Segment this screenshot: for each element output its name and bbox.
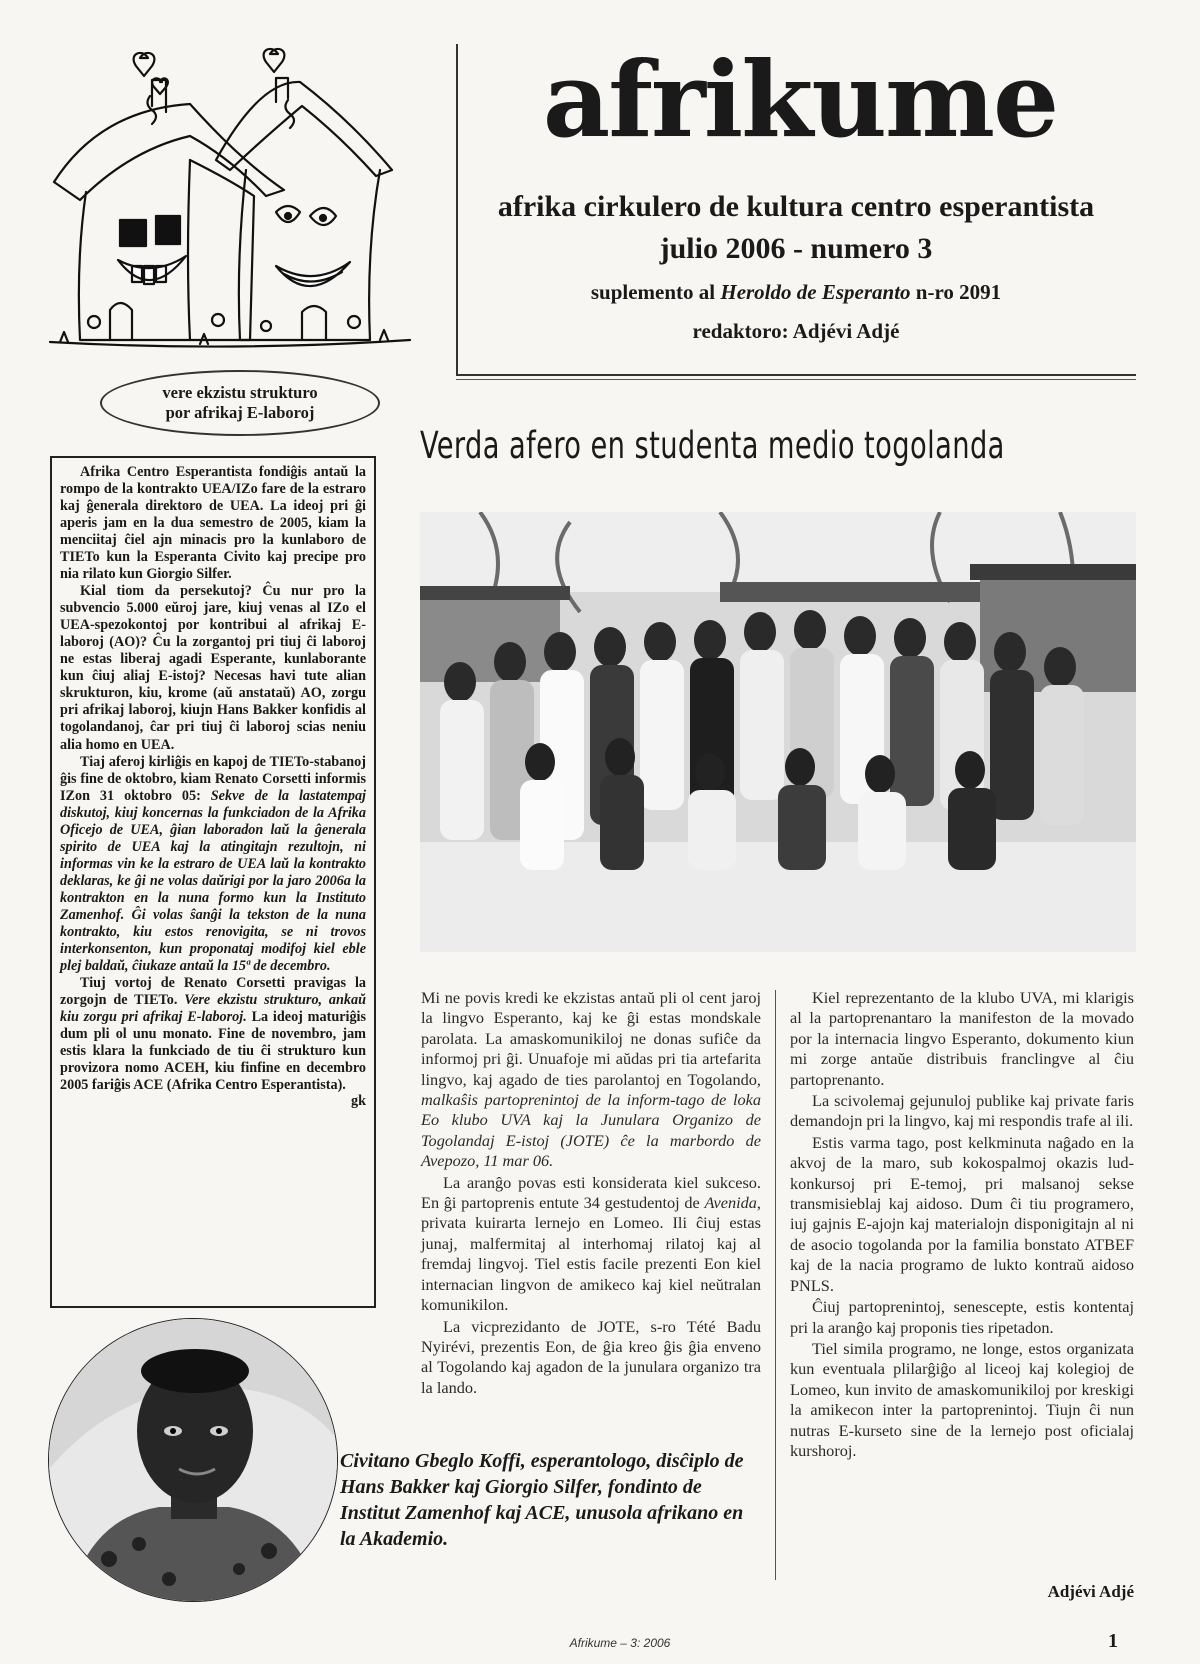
article-column-right (790, 988, 1134, 1462)
article-emphasis: Avenida (704, 1193, 757, 1213)
sidebar-article-box (50, 456, 376, 1308)
supplement-journal-name: Heroldo de Esperanto (720, 280, 911, 304)
column-rule (775, 990, 776, 1580)
sidebar-text: La ideoj maturiĝis dum pli ol unu monato. Fine de novembro, jam estis klara la funkciado de tiu ĉi strukturo kun provizora nomo ACEH, kiu finfine en decembro 2005 fariĝis ACE (Afrika Centro Esperantista). (60, 1009, 367, 1094)
sidebar-signature: gk (351, 1093, 366, 1110)
sidebar-paragraph (60, 975, 366, 1094)
article-text: , privata kuirarta lernejo en Lomeo. Ili ĉiuj estas junaj, malfermitaj al interhomaj rilatoj kaj al fremdaj lingvoj. Tiel estis facile prezenti Eon kiel internacian lingvon de amikeco kaj kiel neŭtralan komunikilon. (421, 1193, 761, 1315)
sidebar-paragraph: Afrika Centro Esperantista fondiĝis antaŭ la rompo de la kontrakto UEA/IZo fare de la estraro kaj ĝenerala direktoro de UEA. La ideoj pri ĝi aperis jam en la dua semestro de 2005, kiam la menciitaj ĉiel ajn minacis pro la kunlaboro de TIETo kun la Esperanta Civito kaj precipe pro nia rilato kun Giorgio Silfer. (60, 464, 366, 583)
oval-line-2: por afrikaj E-laboroj (165, 403, 315, 422)
article-paragraph: Tiel simila programo, ne longe, estos organizata kun eventuala plilarĝiĝo al liceoj kaj kolegioj de Lomeo, kun invito de amaskomunikiloj por kreskigi la amikecon inter la partoprenintoj. Tiujn ĉi nun nutras E-kurseto sine de la lernejo post oficialaj kurshoroj. (790, 1338, 1134, 1460)
issue-date-number: julio 2006 - numero 3 (659, 232, 933, 265)
sidebar-paragraph: Kial tiom da persekutoj? Ĉu nur pro la subvencio 5.000 eŭroj jare, kiuj venas al IZo el UEA-spezokontoj por kontribui al afrikaj E-laboroj (AO)? Ĉu la zorgantoj pri tiuj ĉi laboroj ne estas liberaj agadi Esperante, kunlaborante kun ĉiuj aliaj E-istoj? Necesas havi tute alian skrukturon, kiu, krome (aŭ anstataŭ) AO, zorgu pri afrikaj laboroj, kiujn Hans Bakker konfidis al togolandanoj, ĉar pri tiuj ĉi laboroj scias neniu alia homo en UEA. (60, 583, 366, 753)
portrait-caption: Civitano Gbeglo Koffi, esperantologo, disĉiplo de Hans Bakker kaj Giorgio Silfer, fondinto de Institut Zamenhof kaj ACE, unusola afrikano en la Akademio. (340, 1450, 744, 1550)
editor-line: redaktoro: Adjévi Adjé (692, 319, 900, 343)
oval-line-1: vere ekzistu strukturo (162, 383, 318, 402)
supplement-line (456, 280, 1136, 305)
sidebar-paragraph (60, 754, 366, 975)
masthead-title: afrikume (542, 38, 1058, 161)
page-number: 1 (1108, 1630, 1118, 1652)
article-signature: Adjévi Adjé (1047, 1582, 1134, 1601)
sidebar-text: Tiaj aferoj kirliĝis en kapoj de TIETo-stabanoj ĝis fine de oktobro, kiam Renato Corsetti informis IZon 31 oktobro 05: (60, 753, 366, 804)
article-text: malkaŝis partoprenintoj de la inform-tago de loka Eo klubo UVA kaj la Junulara Organizo de Togolandaj E-istoj (JOTE) ĉe la marbordo de Avepozo, 11 mar 06. (421, 1090, 761, 1171)
header-horizontal-rule-thin (456, 379, 1136, 380)
portrait-photo (48, 1318, 338, 1602)
sidebar-oval-heading (100, 370, 380, 436)
running-footer: Afrikume – 3: 2006 (569, 1636, 671, 1650)
article-text: La aranĝo povas esti konsiderata kiel sukceso. En ĝi partoprenis entute 34 gestudentoj de (421, 1172, 761, 1213)
supplement-pre: suplemento al (590, 280, 721, 304)
article-paragraph: La vicprezidanto de JOTE, s-ro Tété Badu Nyirévi, prezentis Eon, de ĝia kreo ĝis ĝia enveno al Togolando kaj agadon de la junulara organizo tra la lando. (421, 1316, 761, 1397)
article-paragraph: La scivolemaj gejunuloj publike kaj private faris demandojn pri la lingvo, kaj mi respondis trafe al ili. (790, 1091, 1134, 1131)
sidebar-quote: Sekve de la lastatempaj diskutoj, kiuj koncernas la funkciadon de la Afrika Oficejo de UEA, ĝian laboradon laŭ la ĝenerala spirito de UEA kaj la atingitajn rezultojn, ni informas vin ke la estraro de UEA laŭ la kontrakto deklaras, ke ĝi ne volas daŭrigi por la jaro 2006a la kontrakton en la nuna formo kun la Instituto Zamenhof. Ĝi volas ŝanĝi la tekston de la nuna kontrakto, kiu estos renovigita, se ni trovos interkonsenton, kun proponataj modifoj kiel eble plej baldaŭ, ĉiukaze antaŭ la 15ª de decembro. (60, 787, 366, 974)
article-paragraph: Ĉiuj partoprenintoj, senescepte, estis kontentaj pri la aranĝo kaj proponis ties ripetadon. (790, 1297, 1134, 1337)
article-headline: Verda afero en studenta medio togolanda (420, 424, 1005, 467)
group-photo (420, 512, 1136, 952)
header-horizontal-rule (456, 374, 1136, 376)
article-paragraph (421, 988, 761, 1172)
masthead-subtitle: afrika cirkulero de kultura centro esperantista (497, 190, 1095, 223)
sidebar-text: Tiuj vortoj de Renato Corsetti pravigas la zorgojn de TIETo. (60, 974, 366, 1008)
cartoon-houses-illustration (40, 40, 420, 360)
supplement-post: n-ro 2091 (910, 280, 1002, 304)
article-quote: Mi ne povis kredi ke ekzistas antaŭ pli ol cent jaroj la lingvo Esperanto, kaj ke ĝi estas mondskale parolata. La amaskomunikiloj ne donas sufiĉe da informoj pri ĝi. Unuafoje mi aŭdas pri tia artefarita lingvo, kaj agado de ties parolantoj en Togolando, (421, 988, 761, 1089)
article-paragraph (421, 1173, 761, 1316)
article-paragraph: Kiel reprezentanto de la klubo UVA, mi klarigis al la partoprenantaro la manifeston de la movado por la internacia lingvo Esperanto, dokumento kiun mi zorge antaŭe distribuis franclingve al ĉiu partoprenanto. (790, 988, 1134, 1089)
sidebar-quote: Vere ekzistu strukturo, ankaŭ kiu zorgu pri afrikaj E-laboroj. (60, 991, 366, 1025)
article-column-left (421, 988, 761, 1399)
article-paragraph: Estis varma tago, post kelkminuta naĝado en la akvoj de la maro, sub kokospalmoj okazis lud-konkursoj pri E-temoj, pri malsanoj sekse transmisieblaj kaj aidoso. Dum ĉi tiu programero, iuj gajnis E-ajojn kaj materialojn disponigitajn al ni de asocio togolanda por la familia bonstato ATBEF kaj de la nacia programo de lukto kontraŭ aidoso PNLS. (790, 1132, 1134, 1295)
